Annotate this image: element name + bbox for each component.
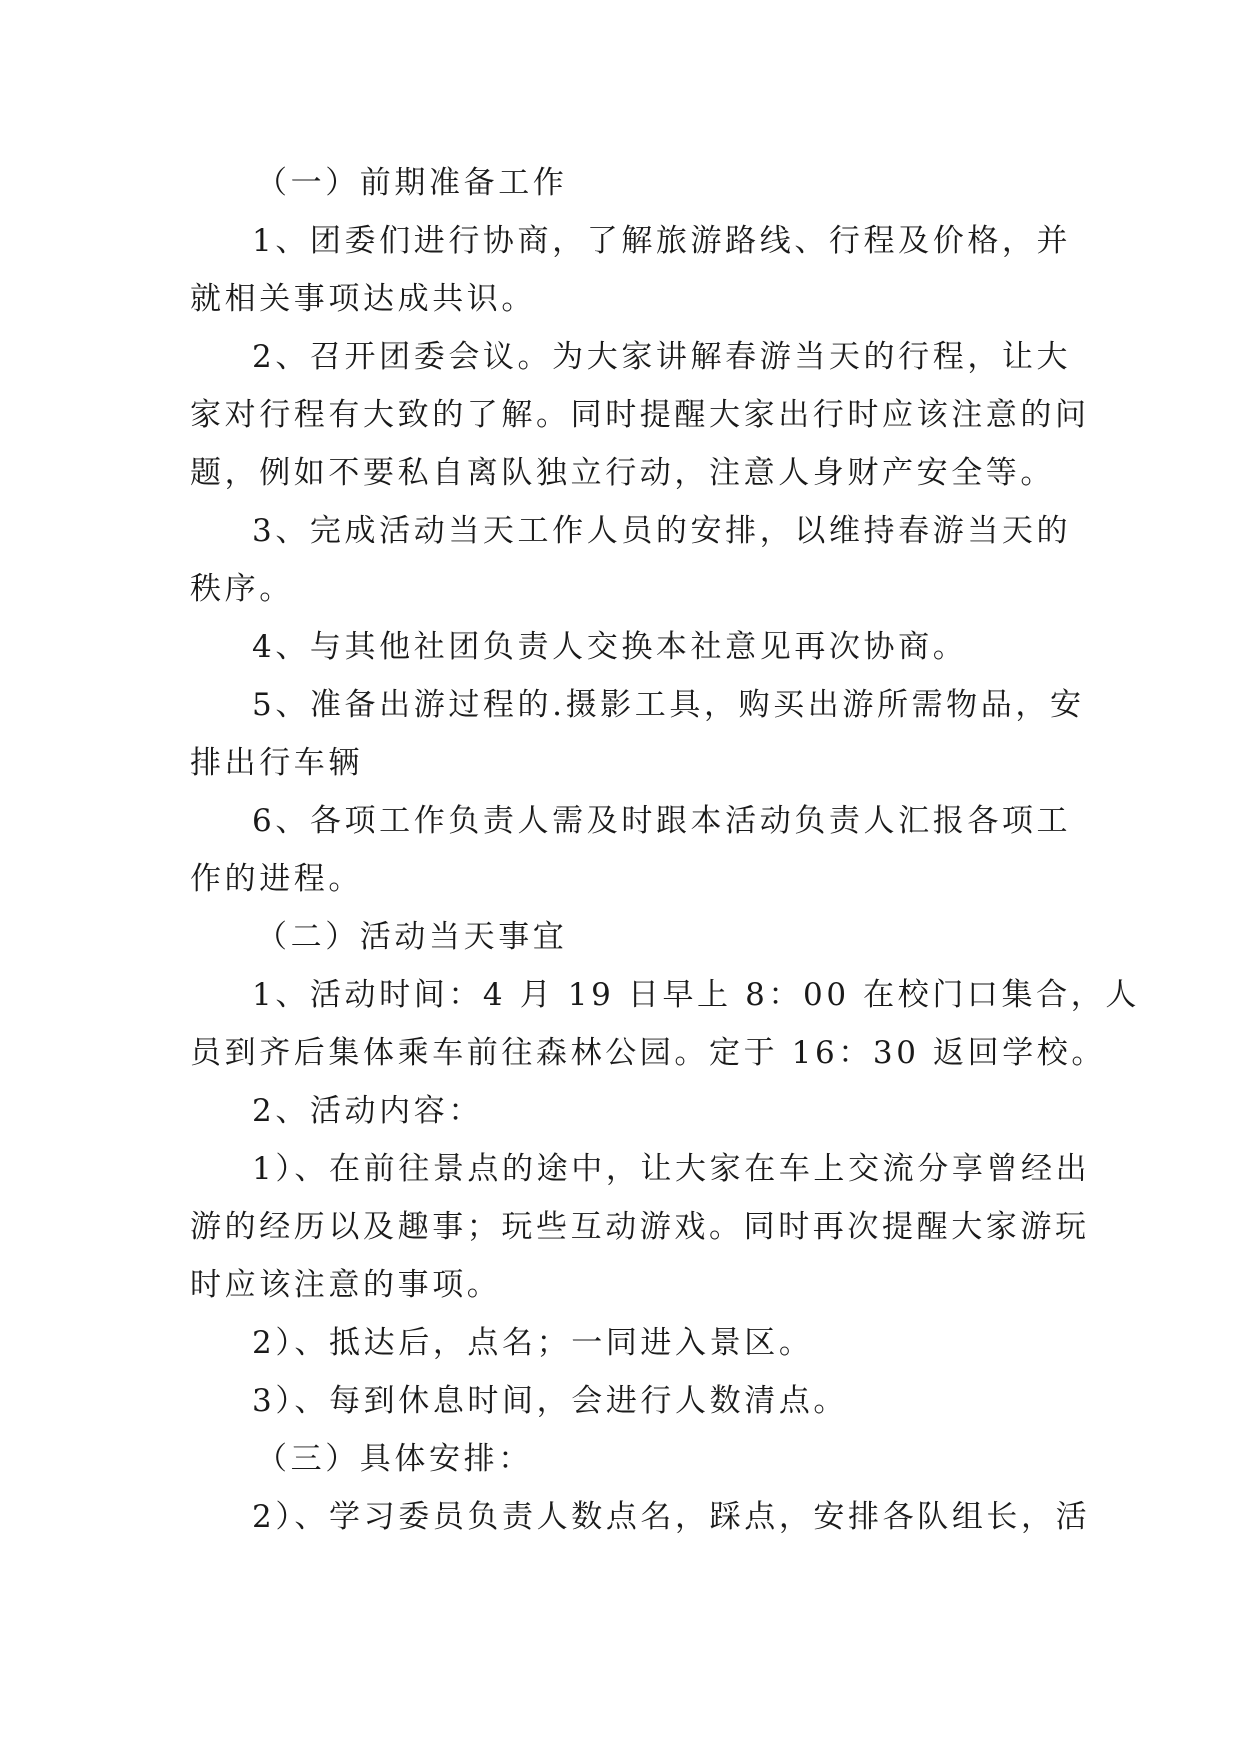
- section-heading-event-day: （二）活动当天事宜: [256, 919, 568, 955]
- paragraph-line: 5、准备出游过程的.摄影工具，购买出游所需物品，安: [252, 687, 1085, 723]
- paragraph-line: 6、各项工作负责人需及时跟本活动负责人汇报各项工: [252, 803, 1072, 839]
- paragraph-line: 3）、每到休息时间，会进行人数清点。: [252, 1383, 849, 1419]
- paragraph-line: 题，例如不要私自离队独立行动，注意人身财产安全等。: [190, 455, 1055, 491]
- paragraph-line: 员到齐后集体乘车前往森林公园。定于 16：30 返回学校。: [190, 1035, 1106, 1071]
- paragraph-line: 2、召开团委会议。为大家讲解春游当天的行程，让大: [252, 339, 1072, 375]
- paragraph-line: 时应该注意的事项。: [190, 1267, 502, 1303]
- paragraph-line: 秩序。: [190, 571, 294, 607]
- paragraph-line: 2）、抵达后，点名；一同进入景区。: [252, 1325, 814, 1361]
- paragraph-line: 2）、学习委员负责人数点名，踩点，安排各队组长，活: [252, 1499, 1091, 1535]
- paragraph-line: 4、与其他社团负责人交换本社意见再次协商。: [252, 629, 968, 665]
- section-heading-preparation: （一）前期准备工作: [256, 165, 568, 201]
- paragraph-line: 就相关事项达成共识。: [190, 281, 536, 317]
- paragraph-line: 排出行车辆: [190, 745, 363, 781]
- paragraph-line: 家对行程有大致的了解。同时提醒大家出行时应该注意的问: [190, 397, 1090, 433]
- paragraph-line: 3、完成活动当天工作人员的安排，以维持春游当天的: [252, 513, 1072, 549]
- paragraph-line: 1、活动时间：4 月 19 日早上 8：00 在校门口集合，人: [252, 977, 1140, 1013]
- section-heading-arrangement: （三）具体安排：: [256, 1441, 533, 1477]
- paragraph-line: 1）、在前往景点的途中，让大家在车上交流分享曾经出: [252, 1151, 1091, 1187]
- paragraph-line: 作的进程。: [190, 861, 363, 897]
- paragraph-line: 游的经历以及趣事；玩些互动游戏。同时再次提醒大家游玩: [190, 1209, 1090, 1245]
- paragraph-line: 2、活动内容：: [252, 1093, 483, 1129]
- paragraph-line: 1、团委们进行协商，了解旅游路线、行程及价格，并: [252, 223, 1072, 259]
